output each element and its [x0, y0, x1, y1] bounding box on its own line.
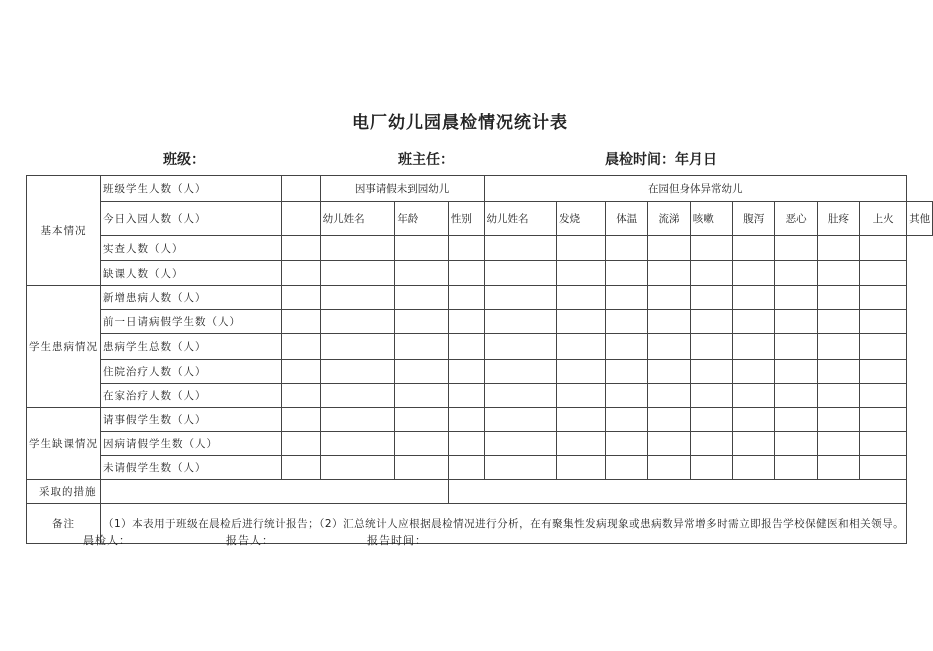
leave-group-header: 因事请假未到园幼儿 [320, 176, 484, 202]
entry-cell[interactable] [733, 236, 775, 261]
row-label: 新增患病人数（人） [101, 286, 282, 310]
inspection-time-label: 晨检时间：年月日 [605, 152, 717, 168]
entry-cell[interactable] [775, 432, 817, 456]
value-cell[interactable] [281, 202, 320, 236]
table-row [27, 360, 933, 384]
entry-cell[interactable] [484, 360, 556, 384]
entry-cell[interactable] [606, 456, 648, 480]
entry-cell[interactable] [395, 261, 449, 286]
entry-cell[interactable] [690, 360, 732, 384]
column-header: 腹泻 [733, 202, 775, 236]
entry-cell[interactable] [733, 456, 775, 480]
entry-cell[interactable] [448, 236, 484, 261]
remarks-note: （1）本表用于班级在晨检后进行统计报告；（2）汇总统计人应根据晨检情况进行分析，在有聚集性发病现象或患病数异常增多时需立即报告学校保健医和相关领导。 [101, 504, 907, 544]
row-label: 缺课人数（人） [101, 261, 282, 286]
abnormal-group-header: 在园但身体异常幼儿 [484, 176, 907, 202]
entry-cell[interactable] [648, 408, 690, 432]
entry-cell[interactable] [775, 334, 817, 360]
row-label: 未请假学生数（人） [101, 456, 282, 480]
entry-cell[interactable] [817, 334, 859, 360]
entry-cell[interactable] [320, 432, 395, 456]
entry-cell[interactable] [775, 456, 817, 480]
entry-cell[interactable] [860, 310, 907, 334]
table-row [27, 286, 933, 310]
entry-cell[interactable] [648, 384, 690, 408]
entry-cell[interactable] [395, 456, 449, 480]
entry-cell[interactable] [775, 236, 817, 261]
row-label: 因病请假学生数（人） [101, 432, 282, 456]
row-label: 在家治疗人数（人） [101, 384, 282, 408]
entry-cell[interactable] [860, 286, 907, 310]
entry-cell[interactable] [775, 310, 817, 334]
entry-cell[interactable] [395, 310, 449, 334]
entry-cell[interactable] [733, 360, 775, 384]
entry-cell[interactable] [860, 456, 907, 480]
entry-cell[interactable] [395, 432, 449, 456]
entry-cell[interactable] [320, 236, 395, 261]
column-header: 咳嗽 [690, 202, 732, 236]
entry-cell[interactable] [690, 456, 732, 480]
entry-cell[interactable] [484, 408, 556, 432]
entry-cell[interactable] [556, 408, 605, 432]
entry-cell[interactable] [395, 384, 449, 408]
table-row [27, 480, 933, 504]
entry-cell[interactable] [448, 360, 484, 384]
entry-cell[interactable] [648, 432, 690, 456]
row-label: 患病学生总数（人） [101, 334, 282, 360]
entry-cell[interactable] [606, 310, 648, 334]
entry-cell[interactable] [648, 360, 690, 384]
table-row [27, 408, 933, 432]
entry-cell[interactable] [448, 432, 484, 456]
table-row [27, 236, 933, 261]
entry-cell[interactable] [281, 236, 320, 261]
entry-cell[interactable] [817, 236, 859, 261]
entry-cell[interactable] [448, 261, 484, 286]
teacher-label: 班主任： [398, 152, 454, 168]
entry-cell[interactable] [860, 432, 907, 456]
table-row [27, 384, 933, 408]
entry-cell[interactable] [320, 286, 395, 310]
report-time-label: 报告时间： [367, 534, 427, 547]
entry-cell[interactable] [860, 261, 907, 286]
column-header: 发烧 [556, 202, 605, 236]
entry-cell[interactable] [648, 236, 690, 261]
entry-cell[interactable] [775, 261, 817, 286]
entry-cell[interactable] [281, 456, 320, 480]
page-title: 电厂幼儿园晨检情况统计表 [352, 113, 568, 133]
row-label: 今日入园人数（人） [101, 202, 282, 236]
entry-cell[interactable] [320, 310, 395, 334]
entry-cell[interactable] [556, 456, 605, 480]
entry-cell[interactable] [690, 286, 732, 310]
entry-cell[interactable] [648, 334, 690, 360]
entry-cell[interactable] [690, 310, 732, 334]
entry-cell[interactable] [484, 236, 556, 261]
column-header: 年龄 [395, 202, 449, 236]
category-remarks: 备注 [27, 504, 101, 544]
column-header: 体温 [606, 202, 648, 236]
entry-cell[interactable] [817, 310, 859, 334]
entry-cell[interactable] [484, 432, 556, 456]
entry-cell[interactable] [448, 310, 484, 334]
category-basic: 基本情况 [27, 176, 101, 286]
column-header: 幼儿姓名 [484, 202, 556, 236]
category-measures: 采取的措施 [27, 480, 101, 504]
entry-cell[interactable] [556, 286, 605, 310]
value-cell[interactable] [281, 176, 320, 202]
column-header: 肚疼 [817, 202, 859, 236]
entry-cell[interactable] [606, 360, 648, 384]
entry-cell[interactable] [320, 384, 395, 408]
entry-cell[interactable] [281, 286, 320, 310]
entry-cell[interactable] [817, 456, 859, 480]
entry-cell[interactable] [606, 286, 648, 310]
entry-cell[interactable] [690, 261, 732, 286]
entry-cell[interactable] [690, 236, 732, 261]
column-header: 幼儿姓名 [320, 202, 395, 236]
entry-cell[interactable] [775, 384, 817, 408]
column-header: 流涕 [648, 202, 690, 236]
row-label: 班级学生人数（人） [101, 176, 282, 202]
entry-cell[interactable] [733, 432, 775, 456]
entry-cell[interactable] [448, 384, 484, 408]
entry-cell[interactable] [448, 286, 484, 310]
entry-cell[interactable] [775, 360, 817, 384]
entry-cell[interactable] [484, 261, 556, 286]
entry-cell[interactable] [817, 408, 859, 432]
entry-cell[interactable] [281, 408, 320, 432]
entry-cell[interactable] [320, 456, 395, 480]
entry-cell[interactable] [484, 334, 556, 360]
entry-cell[interactable] [606, 236, 648, 261]
entry-cell[interactable] [556, 432, 605, 456]
entry-cell[interactable] [690, 408, 732, 432]
entry-cell[interactable] [395, 286, 449, 310]
entry-cell[interactable] [484, 384, 556, 408]
table-row [27, 456, 933, 480]
entry-cell[interactable] [606, 384, 648, 408]
entry-cell[interactable] [484, 456, 556, 480]
table-row [27, 504, 933, 544]
column-header: 性别 [448, 202, 484, 236]
entry-cell[interactable] [733, 261, 775, 286]
entry-cell[interactable] [320, 408, 395, 432]
table-row [27, 176, 933, 202]
entry-cell[interactable] [775, 286, 817, 310]
entry-cell[interactable] [733, 384, 775, 408]
entry-cell[interactable] [817, 286, 859, 310]
entry-cell[interactable] [860, 384, 907, 408]
entry-cell[interactable] [733, 408, 775, 432]
entry-cell[interactable] [733, 334, 775, 360]
inspector-label: 晨检人： [83, 534, 131, 547]
entry-cell[interactable] [733, 286, 775, 310]
entry-cell[interactable] [690, 432, 732, 456]
entry-cell[interactable] [320, 334, 395, 360]
entry-cell[interactable] [448, 456, 484, 480]
entry-cell[interactable] [648, 261, 690, 286]
entry-cell[interactable] [320, 360, 395, 384]
entry-cell[interactable] [281, 310, 320, 334]
table-row [27, 261, 933, 286]
inspection-table [26, 175, 933, 544]
entry-cell[interactable] [395, 408, 449, 432]
reporter-label: 报告人： [226, 534, 274, 547]
entry-cell[interactable] [448, 334, 484, 360]
class-label: 班级： [163, 152, 205, 168]
entry-cell[interactable] [817, 432, 859, 456]
entry-cell[interactable] [484, 286, 556, 310]
entry-cell[interactable] [860, 236, 907, 261]
entry-cell[interactable] [817, 384, 859, 408]
row-label: 实查人数（人） [101, 236, 282, 261]
entry-cell[interactable] [860, 408, 907, 432]
category-illness: 学生患病情况 [27, 286, 101, 408]
entry-cell[interactable] [606, 408, 648, 432]
entry-cell[interactable] [817, 360, 859, 384]
entry-cell[interactable] [281, 384, 320, 408]
entry-cell[interactable] [395, 236, 449, 261]
entry-cell[interactable] [395, 360, 449, 384]
entry-cell[interactable] [556, 384, 605, 408]
column-header: 恶心 [775, 202, 817, 236]
entry-cell[interactable] [556, 261, 605, 286]
entry-cell[interactable] [281, 360, 320, 384]
entry-cell[interactable] [606, 334, 648, 360]
table-row [27, 310, 933, 334]
entry-cell[interactable] [690, 334, 732, 360]
row-label: 前一日请病假学生数（人） [101, 310, 282, 334]
table-row [27, 432, 933, 456]
table-row [27, 334, 933, 360]
column-header: 上火 [860, 202, 907, 236]
entry-cell[interactable] [281, 432, 320, 456]
entry-cell[interactable] [648, 456, 690, 480]
entry-cell[interactable] [648, 286, 690, 310]
entry-cell[interactable] [733, 310, 775, 334]
column-header: 其他 [907, 202, 933, 236]
entry-cell[interactable] [281, 261, 320, 286]
entry-cell[interactable] [395, 334, 449, 360]
entry-cell[interactable] [556, 360, 605, 384]
entry-cell[interactable] [860, 360, 907, 384]
entry-cell[interactable] [281, 334, 320, 360]
entry-cell[interactable] [556, 334, 605, 360]
entry-cell[interactable] [448, 408, 484, 432]
row-label: 请事假学生数（人） [101, 408, 282, 432]
entry-cell[interactable] [556, 236, 605, 261]
entry-cell[interactable] [606, 261, 648, 286]
entry-cell[interactable] [606, 432, 648, 456]
entry-cell[interactable] [690, 384, 732, 408]
entry-cell[interactable] [648, 310, 690, 334]
category-absence: 学生缺课情况 [27, 408, 101, 480]
measures-cell[interactable] [101, 480, 449, 504]
measures-cell-right[interactable] [448, 480, 906, 504]
entry-cell[interactable] [775, 408, 817, 432]
entry-cell[interactable] [860, 334, 907, 360]
entry-cell[interactable] [484, 310, 556, 334]
entry-cell[interactable] [817, 261, 859, 286]
table-row [27, 202, 933, 236]
entry-cell[interactable] [556, 310, 605, 334]
entry-cell[interactable] [320, 261, 395, 286]
row-label: 住院治疗人数（人） [101, 360, 282, 384]
